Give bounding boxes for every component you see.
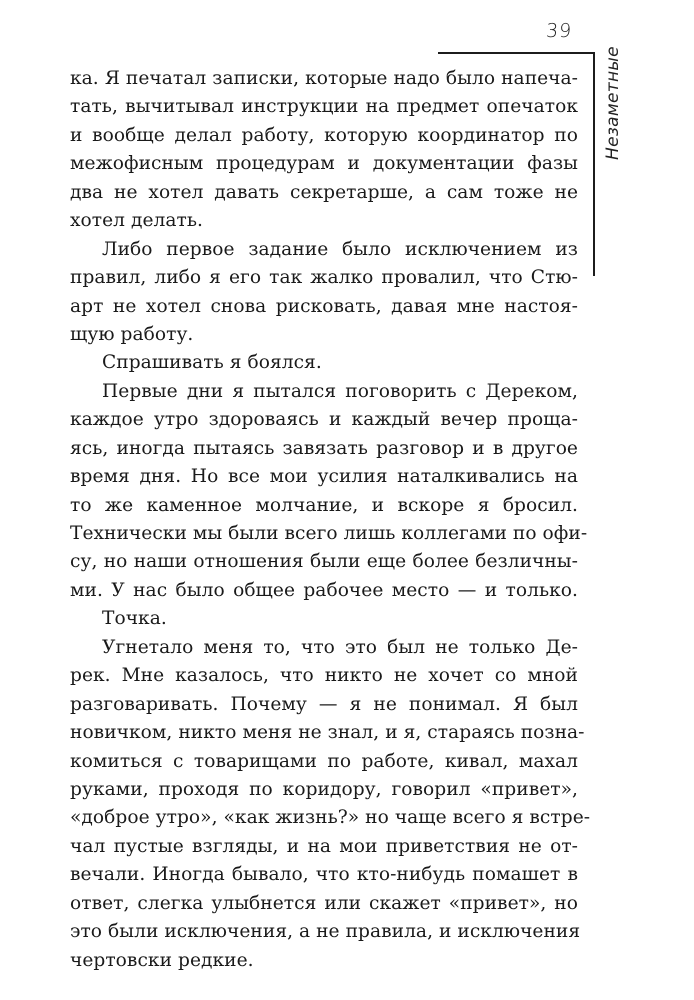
text-line: вечали. Иногда бывало, что кто-нибудь помашет в [70, 864, 578, 886]
text-line: два не хотел давать секретарше, а сам тоже не [70, 181, 578, 203]
text-line: Технически мы были всего лишь коллегами по офи- [70, 523, 588, 544]
text-line: руками, проходя по коридору, говорил «привет», [70, 778, 578, 800]
text-line: межофисным процедурам и документации фазы [70, 153, 578, 175]
text-line: и вообще делал работу, которую координатор по [70, 124, 578, 146]
page-number: 39 [545, 20, 573, 42]
text-line: Первые дни я пытался поговорить с Дереком, [102, 380, 578, 402]
text-line: Точка. [102, 608, 167, 630]
text-line: то же каменное молчание, и вскоре я бросил. [70, 494, 578, 516]
text-line: каждое утро здороваясь и каждый вечер проща- [70, 409, 578, 431]
text-line: комиться с товарищами по работе, кивал, махал [70, 750, 578, 772]
text-line: чертовски редкие. [70, 949, 254, 971]
text-line: ми. У нас было общее рабочее место — и только. [70, 579, 578, 601]
text-line: ка. Я печатал записки, которые надо было напеча- [70, 68, 578, 89]
text-line: су, но наши отношения были еще более безличны- [70, 551, 578, 573]
margin-bracket-horizontal-line [438, 52, 595, 54]
body-text [70, 65, 591, 975]
text-line: тать, вычитывал инструкции на предмет опечаток [70, 96, 578, 118]
text-line: «доброе утро», «как жизнь?» но чаще всего я встре- [70, 807, 591, 829]
text-line: рек. Мне казалось, что никто не хочет со мной [70, 665, 578, 687]
text-line: Либо первое задание было исключением из [102, 238, 578, 260]
text-line: время дня. Но все мои усилия наталкивались на [70, 466, 578, 488]
text-line: Спрашивать я боялся. [102, 352, 322, 374]
margin-bracket-vertical-line [593, 52, 595, 276]
text-line: чал пустые взгляды, и на мои приветствия не от- [70, 835, 578, 857]
text-line: арт не хотел снова рисковать, давая мне настоя- [70, 295, 578, 317]
text-line: ответ, слегка улыбнется или скажет «привет», но [70, 892, 578, 914]
text-line: разговаривать. Почему — я не понимал. Я был [70, 693, 578, 715]
text-line: правил, либо я его так жалко провалил, что Стю- [70, 267, 578, 289]
handwritten-margin-note: Незаметные [603, 46, 623, 160]
text-line: щую работу. [70, 323, 194, 345]
text-line: это были исключения, а не правила, и исключения [70, 921, 581, 943]
text-line: новичком, никто меня не знал, и я, стараясь позна- [70, 722, 585, 744]
text-line: хотел делать. [70, 210, 204, 232]
text-line: ясь, иногда пытаясь завязать разговор и в другое [70, 437, 578, 459]
text-line: Угнетало меня то, что это был не только Де- [102, 636, 578, 658]
